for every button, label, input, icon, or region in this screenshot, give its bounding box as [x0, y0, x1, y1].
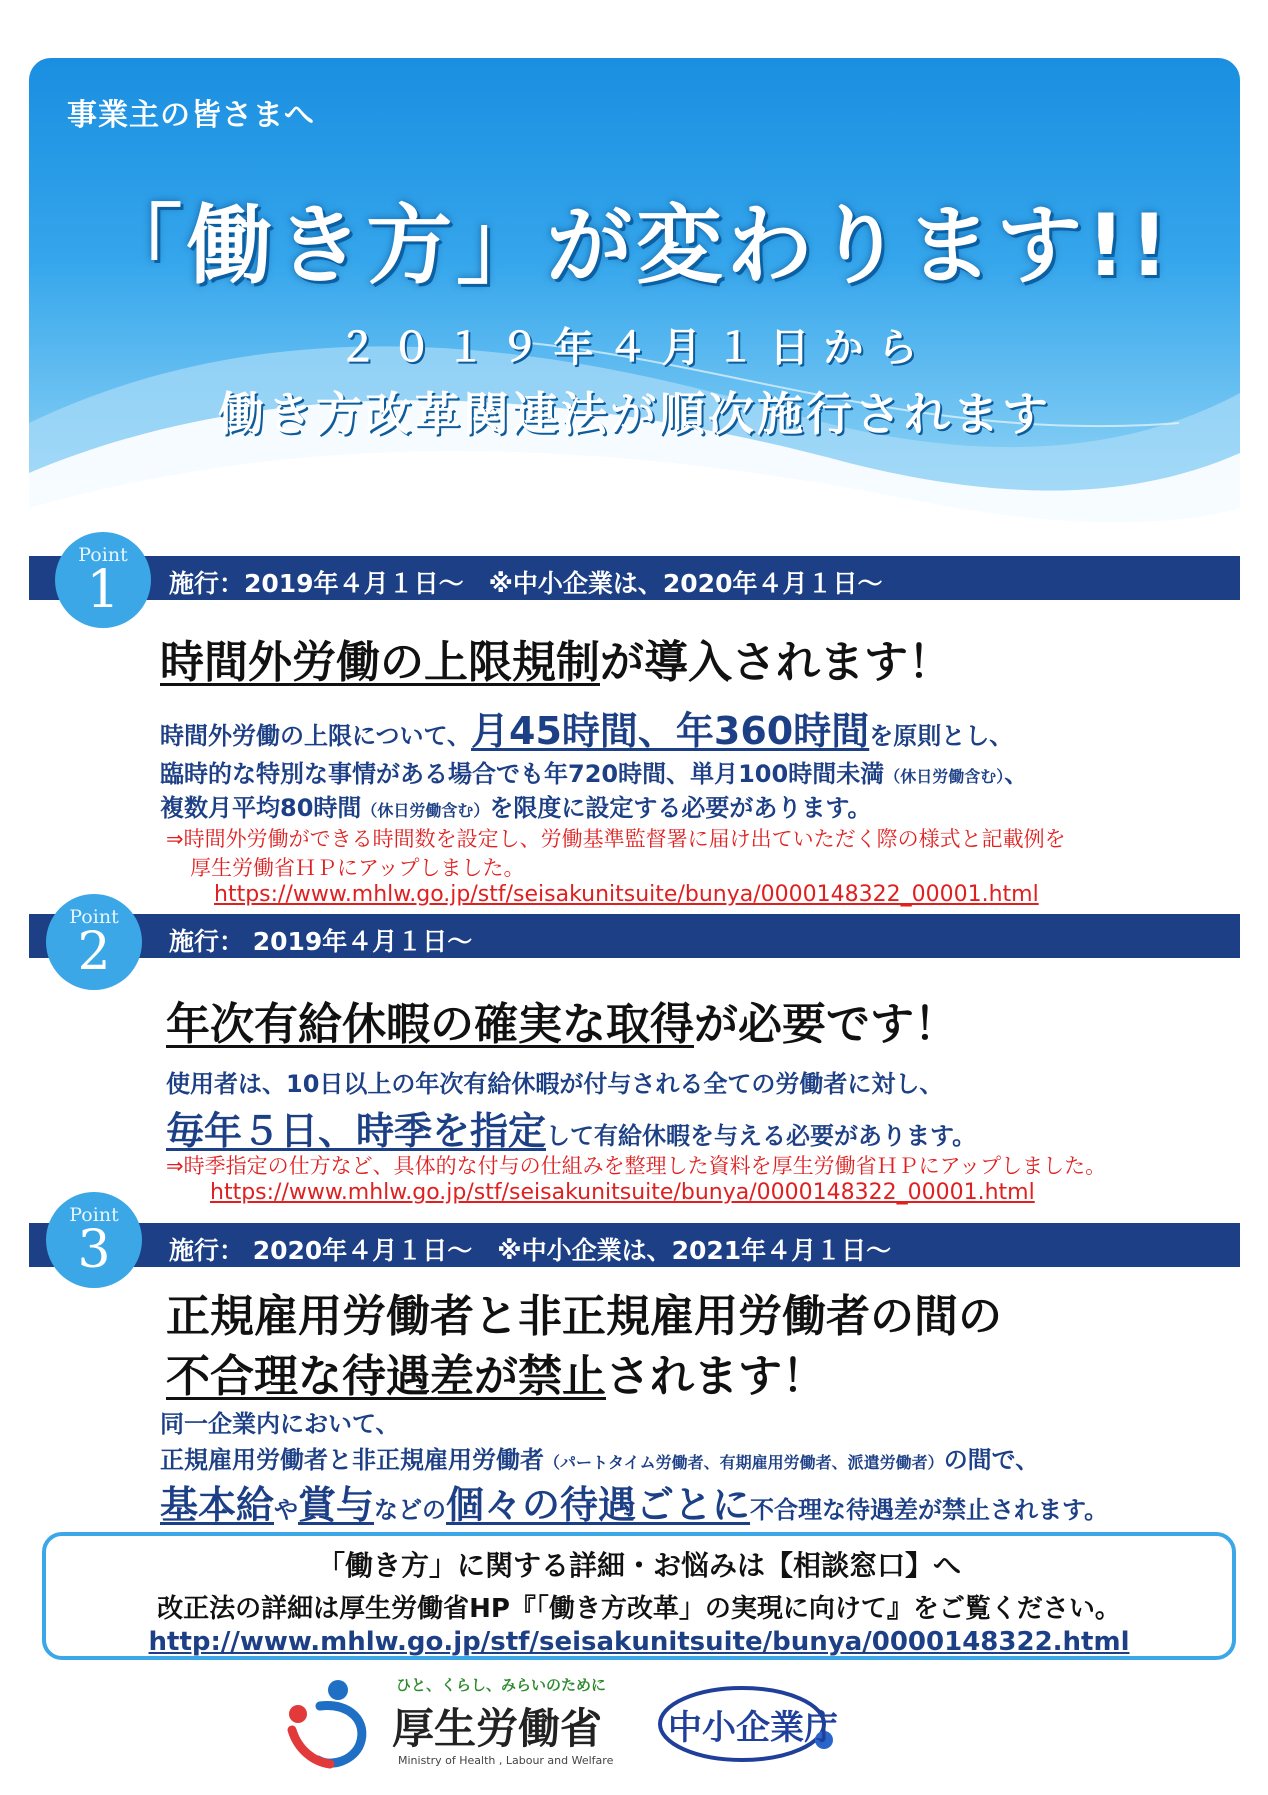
point-3-label: Point	[69, 1204, 119, 1226]
consult-url-link[interactable]: http://www.mhlw.go.jp/stf/seisakunitsuite/bunya/0000148322.html	[148, 1627, 1130, 1657]
mhlw-emblem-icon	[280, 1672, 380, 1772]
point-1-label: Point	[78, 544, 128, 566]
point-1-note-1: ⇒時間外労働ができる時間数を設定し、労働基準監督署に届け出ていただく際の様式と記載例を	[166, 827, 1066, 851]
point-2-line-2: 毎年５日、時季を指定して有給休暇を与える必要があります。	[166, 1109, 977, 1153]
sme-agency-logo	[652, 1680, 852, 1770]
point-2-effective: 施行： 2019年４月１日～	[169, 927, 473, 956]
main-headline: 「働き方」が変わります!!	[96, 196, 1173, 296]
audience-label: 事業主の皆さまへ	[67, 98, 315, 133]
point-3-title-rest: されます！	[606, 1351, 826, 1402]
point-3-line-1: 同一企業内において、	[160, 1410, 400, 1438]
point-2-title	[166, 988, 958, 1052]
point-1-line-3: 複数月平均80時間（休日労働含む）を限度に設定する必要があります。	[160, 794, 872, 822]
point-1-badge	[55, 532, 151, 628]
point-1-effective: 施行：2019年４月１日～ ※中小企業は、2020年４月１日～	[169, 569, 883, 598]
point-3-bar	[29, 1223, 1240, 1267]
point-1-line-1: 時間外労働の上限について、月45時間、年360時間を原則とし、	[160, 709, 1014, 753]
consultation-box	[42, 1532, 1236, 1660]
point-3-number: 3	[77, 1220, 111, 1280]
point-2-line-1: 使用者は、10日以上の年次有給休暇が付与される全ての労働者に対し、	[166, 1070, 944, 1098]
point-2-badge	[46, 894, 142, 990]
mhlw-name: 厚生労働省	[392, 1704, 603, 1753]
point-2-title-key: 年次有給休暇の確実な取得	[166, 999, 694, 1050]
point-2-url-link[interactable]: https://www.mhlw.go.jp/stf/seisakunitsuite/bunya/0000148322_00001.html	[210, 1180, 1035, 1205]
consult-heading: 「働き方」に関する詳細・お悩みは【相談窓口】へ	[316, 1549, 961, 1582]
sme-name: 中小企業庁	[668, 1708, 838, 1748]
start-date-line: ２０１９年４月１日から	[337, 325, 932, 371]
point-3-title-line-1: 正規雇用労働者と非正規雇用労働者の間の	[166, 1291, 1002, 1342]
consult-details: 改正法の詳細は厚生労働省HP『「働き方改革」の実現に向けて』をご覧ください。	[157, 1594, 1121, 1624]
point-3-title-key: 不合理な待遇差が禁止	[166, 1351, 606, 1402]
point-1-title-rest: が導入されます！	[600, 637, 952, 688]
point-2-bar	[29, 914, 1240, 958]
point-1-line-2: 臨時的な特別な事情がある場合でも年720時間、単月100時間未満（休日労働含む）、	[160, 760, 1029, 788]
mhlw-tagline: ひと、くらし、みらいのために	[396, 1676, 607, 1694]
point-3-effective: 施行： 2020年４月１日～ ※中小企業は、2021年４月１日～	[169, 1236, 892, 1265]
point-1-bar	[29, 556, 1240, 600]
point-2-label: Point	[69, 906, 119, 928]
hero-banner	[29, 58, 1240, 566]
point-2-title-rest: が必要です！	[694, 999, 958, 1050]
point-3-title-line-2	[166, 1340, 826, 1404]
mhlw-english: Ministry of Health , Labour and Welfare	[398, 1754, 614, 1767]
point-3-badge	[46, 1192, 142, 1288]
point-1-note-2: 厚生労働省ＨＰにアップしました。	[190, 856, 525, 880]
point-1-title	[160, 626, 952, 690]
point-1-number: 1	[86, 560, 120, 620]
point-3-line-3: 基本給や賞与などの個々の待遇ごとに不合理な待遇差が禁止されます。	[160, 1483, 1109, 1527]
point-1-limit: 月45時間、年360時間	[471, 709, 870, 753]
point-2-days: 毎年５日、時季を指定	[166, 1109, 547, 1153]
point-2-number: 2	[77, 922, 111, 982]
mhlw-logo	[280, 1672, 620, 1782]
point-1-title-key: 時間外労働の上限規制	[160, 637, 600, 688]
point-2-note-1: ⇒時季指定の仕方など、具体的な付与の仕組みを整理した資料を厚生労働省ＨＰにアップしました。	[166, 1154, 1107, 1178]
law-line: 働き方改革関連法が順次施行されます	[218, 387, 1051, 441]
point-3-line-2: 正規雇用労働者と非正規雇用労働者（パートタイム労働者、有期雇用労働者、派遣労働者）の間で、	[160, 1446, 1040, 1474]
point-1-url-link[interactable]: https://www.mhlw.go.jp/stf/seisakunitsuite/bunya/0000148322_00001.html	[214, 882, 1039, 907]
